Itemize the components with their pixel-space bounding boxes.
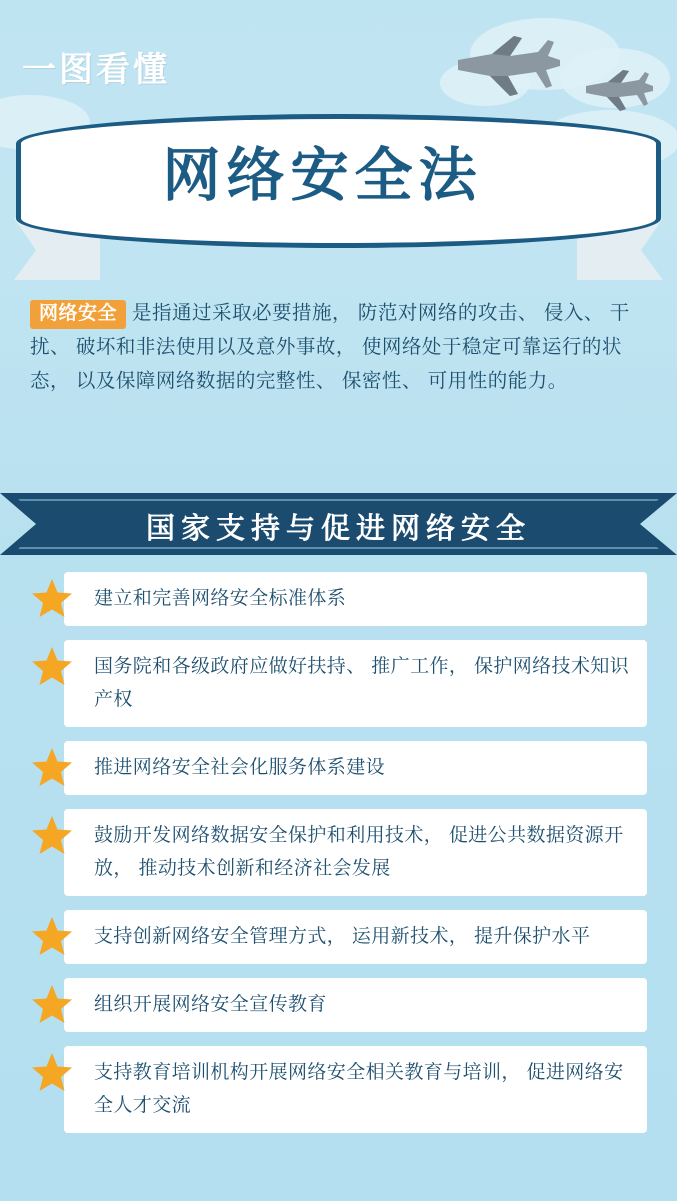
list-item — [30, 640, 647, 727]
section-banner — [0, 493, 677, 555]
ribbon-banner — [0, 100, 677, 270]
list-item-text: 鼓励开发网络数据安全保护和利用技术， 促进公共数据资源开放， 推动技术创新和经济社会发展 — [64, 809, 647, 896]
list-bottom-spacer — [0, 1147, 677, 1167]
fighter-jet-icon — [452, 30, 562, 102]
definition-text: 是指通过采取必要措施， 防范对网络的攻击、 侵入、 干扰、 破坏和非法使用以及意外事故， 使网络处于稳定可靠运行的状态， 以及保障网络数据的完整性、 保密性、 可用性的能力。 — [30, 302, 630, 392]
star-icon — [30, 982, 74, 1026]
list-item-text: 支持创新网络安全管理方式， 运用新技术， 提升保护水平 — [64, 910, 647, 964]
list-item-text: 建立和完善网络安全标准体系 — [64, 572, 647, 626]
definition-paragraph — [30, 296, 648, 398]
star-icon — [30, 644, 74, 688]
star-icon — [30, 1050, 74, 1094]
list-item-text: 推进网络安全社会化服务体系建设 — [64, 741, 647, 795]
list-item — [30, 741, 647, 795]
page-headline: 一图看懂 — [22, 51, 170, 89]
list-item — [30, 978, 647, 1032]
section-title: 国家支持与促进网络安全 — [145, 513, 531, 545]
page-title: 网络安全法 — [162, 141, 483, 209]
star-icon — [30, 745, 74, 789]
list-item — [30, 910, 647, 964]
list-item — [30, 572, 647, 626]
list-item — [30, 1046, 647, 1133]
list-item-text: 支持教育培训机构开展网络安全相关教育与培训， 促进网络安全人才交流 — [64, 1046, 647, 1133]
list-item — [30, 809, 647, 896]
definition-tag: 网络安全 — [30, 300, 126, 329]
list-item-text: 组织开展网络安全宣传教育 — [64, 978, 647, 1032]
support-measures-list — [0, 572, 677, 1167]
star-icon — [30, 576, 74, 620]
list-item-text: 国务院和各级政府应做好扶持、 推广工作， 保护网络技术知识产权 — [64, 640, 647, 727]
star-icon — [30, 813, 74, 857]
star-icon — [30, 914, 74, 958]
